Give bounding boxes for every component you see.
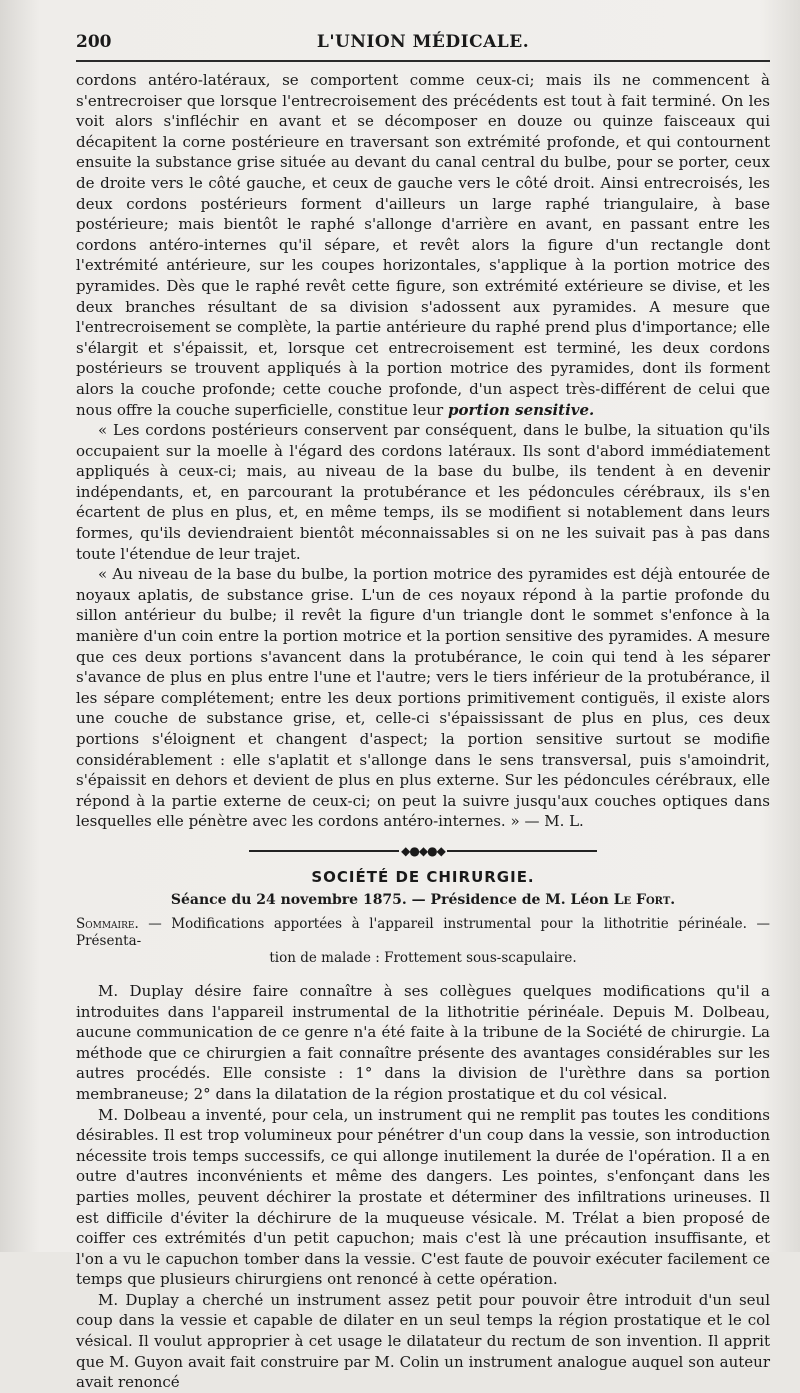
paragraph: « Au niveau de la base du bulbe, la portion motrice des pyramides est déjà entourée de noyaux aplatis, de substance grise. L'un de ces noyaux répond à la partie profonde du sillon antérieur du bulbe; il revêt la figure d'un triangle dont le sommet s'enfonce à la manière d'un coin entre la portion motrice et la portion sensitive des pyramides. A mesure que ces deux portions s'avancent dans la protubérance, le coin qui tend à les séparer s'avance de plus en plus entre l'une et l'autre; vers le tiers inférieur de la protubérance, il les sépare complétement; entre les deux portions primitivement contiguës, il existe alors une couche de substance grise, et, celle-ci s'épaississant de plus en plus, ces deux portions s'éloignent et changent d'aspect; la portion sensitive surtout se modifie considérablement : elle s'aplatit et s'allonge dans le sens transversal, puis s'amoindrit, s'épaissit en dehors et devient de plus en plus externe. Sur les pédoncules cérébraux, elle répond à la partie externe de ceux-ci; on peut la suivre jusqu'aux couches optiques dans lesquelles elle pénètre avec les cordons antéro-internes. » — M. L. [76,565,770,831]
summary [76,916,770,967]
signature: — M. L. [524,812,584,831]
paragraph: M. Duplay désire faire connaître à ses collègues quelques modifications qu'il a introduites dans l'appareil instrumental de la lithotritie périnéale. Depuis M. Dolbeau, aucune communication de ce genre n'a été faite à la tribune de la Société de chirurgie. La méthode que ce chirurgien a fait connaître présente des avantages considérables sur les autres procédés. Elle consiste : 1° dans la division de l'urèthre dans sa portion membraneuse; 2° dans la dilatation de la région prostatique et du col vésical. [76,981,770,1103]
paragraph: M. Duplay a cherché un instrument assez petit pour pouvoir être introduit d'un seul coup dans la vessie et capable de dilater en un seul temps la région prostatique et le col vésical. Il voulut approprier à cet usage le dilatateur du rectum de son invention. Il apprit que M. Guyon avait fait construire par M. Colin un instrument analogue auquel son auteur avait renoncé [76,1290,770,1392]
section-title: SOCIÉTÉ DE CHIRURGIE. [311,867,535,886]
paragraph: « Les cordons postérieurs conservent par conséquent, dans le bulbe, la situation qu'ils occupaient sur la moelle à l'égard des cordons latéraux. Ils sont d'abord immédiatement appliqués à ceux-ci; mais, au niveau de la base du bulbe, ils tendent à en devenir indépendants, et, en parcourant la protubérance et les pédoncules cérébraux, ils s'en écartent de plus en plus, et, en même temps, ils se modifient si notablement dans leurs formes, qu'ils deviendraient bientôt méconnaissables si on ne les suivait pas à pas dans toute l'étendue de leur trajet. [76,421,770,563]
session-report [76,981,770,1393]
society-section [76,868,770,1393]
summary-continuation: tion de malade : Frottement sous-scapulaire. [269,949,577,966]
summary-text: — Modifications apportées à l'appareil instrumental pour la lithotritie périnéale. — Présenta- [76,915,770,949]
article-continuation [76,70,770,832]
paragraph: M. Dolbeau a inventé, pour cela, un instrument qui ne remplit pas toutes les conditions désirables. Il est trop volumineux pour pénétrer d'un coup dans la vessie, son introduction nécessite trois temps successifs, ce qui allonge inutilement la durée de l'opération. Il a en outre d'autres inconvénients et même des dangers. Les pointes, s'enfonçant dans les parties molles, peuvent déchirer la prostate et déterminer des infiltrations urineuses. Il est difficile d'éviter la déchirure de la muqueuse vésicale. M. Trélat a bien proposé de coiffer ces extrémités d'un petit capuchon; mais c'est là une précaution insuffisante, et l'on a vu le capuchon tomber dans la vessie. C'est faute de pouvoir exécuter facilement ce temps que plusieurs chirurgiens ont renoncé à cette opération. [76,1105,770,1289]
president-surname: Le Fort. [613,891,676,908]
page-header [76,30,770,62]
summary-label: Sommaire. [76,915,139,932]
page-number: 200 [76,32,112,52]
session-line: Séance du 24 novembre 1875. — Présidence de M. Léon Le Fort. [170,891,676,908]
paragraph: cordons antéro-latéraux, se comportent comme ceux-ci; mais ils ne commencent à s'entrecroiser que lorsque l'entrecroisement des précédents est tout à fait terminé. On les voit alors s'infléchir en avant et se décomposer en douze ou quinze faisceaux qui décapitent la corne postérieure en traversant son extrémité profonde, et qui contournent ensuite la substance grise située au devant du canal central du bulbe, pour se porter, ceux de droite vers le côté gauche, et ceux de gauche vers le côté droit. Ainsi entrecroisés, les deux cordons postérieurs forment d'ailleurs un large raphé triangulaire, à base postérieure; mais bientôt le raphé s'allonge d'arrière en avant, en passant entre les cordons antéro-internes qu'il sépare, et revêt alors la figure d'un rectangle dont l'extrémité antérieure, sur les coupes horizontales, s'applique à la portion motrice des pyramides. Dès que le raphé revêt cette figure, son extrémité extérieure se divise, et les deux branches résultant de sa division s'adossent aux pyramides. A mesure que l'entrecroisement se complète, la partie antérieure du raphé prend plus d'importance; elle s'élargit et s'épaissit, et, lorsque cet entrecroisement est terminé, les deux cordons postérieurs se trouvent appliqués à la portion motrice des pyramides, dont ils forment alors la couche profonde; cette couche profonde, d'un aspect très-différent de celui que nous offre la couche superficielle, constitue leur portion sensitive. [76,71,770,419]
section-divider: ◆●◆●◆ [76,844,770,858]
italic-term: portion sensitive. [447,400,595,419]
running-title: L'UNION MÉDICALE. [316,32,530,52]
